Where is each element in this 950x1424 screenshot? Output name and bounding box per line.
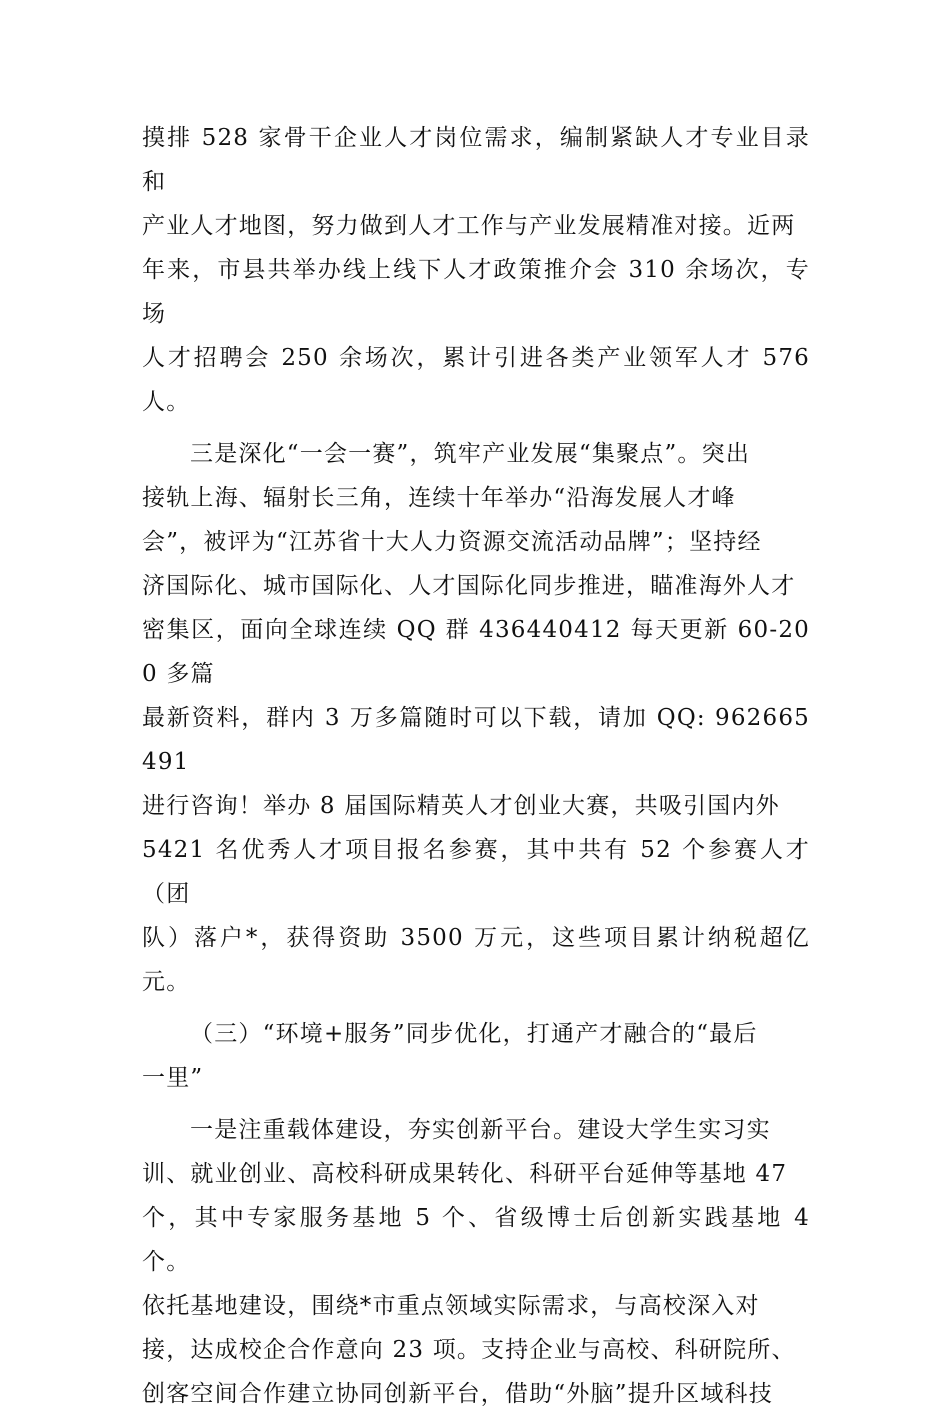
text-line: 摸排 528 家骨干企业人才岗位需求，编制紧缺人才专业目录和 [142,125,810,195]
text-line: 年来，市县共举办线上线下人才政策推介会 310 余场次，专场 [142,257,810,327]
text-line: 队）落户*，获得资助 3500 万元，这些项目累计纳税超亿元。 [142,925,810,995]
text-line: 创客空间合作建立协同创新平台，借助“外脑”提升区域科技 [142,1381,773,1407]
text-line: 济国际化、城市国际化、人才国际化同步推进，瞄准海外人才 [142,573,796,599]
text-line: 产业人才地图，努力做到人才工作与产业发展精准对接。近两 [142,213,796,239]
text-line: 5421 名优秀人才项目报名参赛，其中共有 52 个参赛人才（团 [142,837,810,907]
text-line: 接轨上海、辐射长三角，连续十年举办“沿海发展人才峰 [142,485,736,511]
text-line: 密集区，面向全球连续 QQ 群 436440412 每天更新 60-200 多篇 [142,617,810,687]
text-line: 一是注重载体建设，夯实创新平台。建设大学生实习实 [190,1117,771,1143]
paragraph-conference-competition [142,432,810,1004]
text-line: 训、就业创业、高校科研成果转化、科研平台延伸等基地 47 [142,1161,788,1187]
text-line: 人才招聘会 250 余场次，累计引进各类产业领军人才 576 人。 [142,345,810,415]
text-line: 接，达成校企合作意向 23 项。支持企业与高校、科研院所、 [142,1337,796,1363]
text-line: 进行咨询！举办 8 届国际精英人才创业大赛，共吸引国内外 [142,793,780,819]
text-line: 依托基地建设，围绕*市重点领域实际需求，与高校深入对 [142,1293,760,1319]
text-line: 三是深化“一会一赛”，筑牢产业发展“集聚点”。突出 [190,441,751,467]
text-line: （三）“环境+服务”同步优化，打通产才融合的“最后 [190,1021,758,1047]
text-line: 会”，被评为“江苏省十大人力资源交流活动品牌”；坚持经 [142,529,762,555]
text-line: 一里” [142,1065,204,1091]
paragraph-talent-demand [142,116,810,424]
section-heading [142,1012,810,1100]
text-line: 个，其中专家服务基地 5 个、省级博士后创新实践基地 4 个。 [142,1205,810,1275]
paragraph-platform-building [142,1108,810,1416]
text-line: 最新资料，群内 3 万多篇随时可以下载，请加 QQ: 962665491 [142,705,810,775]
document-body [142,116,810,1424]
